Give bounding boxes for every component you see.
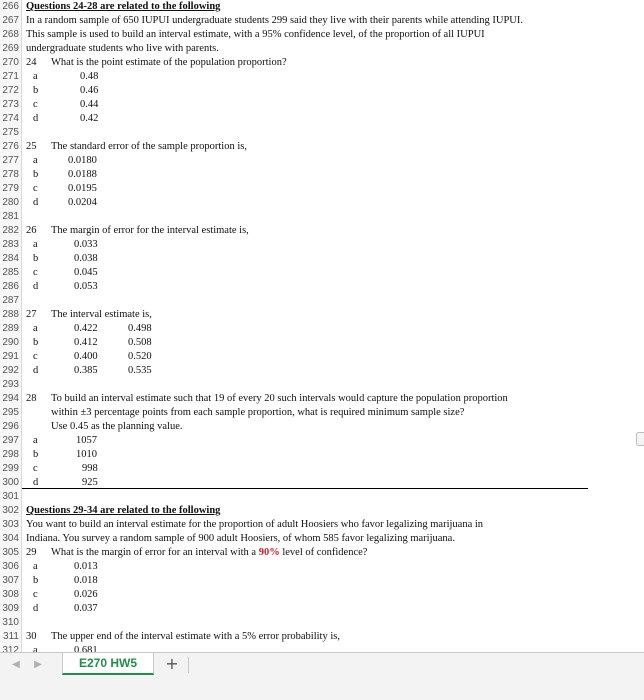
cell[interactable]: a: [33, 561, 38, 572]
row-header[interactable]: 289: [0, 322, 22, 336]
sheet-row[interactable]: [0, 266, 644, 280]
add-sheet-button[interactable]: +: [165, 654, 179, 673]
row-header[interactable]: 280: [0, 196, 22, 210]
row-header[interactable]: 298: [0, 448, 22, 462]
sheet-row[interactable]: [0, 140, 644, 154]
cell[interactable]: 0.0204: [68, 197, 97, 208]
cell[interactable]: c: [33, 99, 38, 110]
cell[interactable]: undergraduate students who live with parents.: [26, 43, 219, 54]
sheet-row[interactable]: [0, 616, 644, 630]
sheet-row[interactable]: [0, 322, 644, 336]
sheet-row[interactable]: [0, 28, 644, 42]
cell[interactable]: [51, 546, 367, 560]
sheet-row[interactable]: [0, 182, 644, 196]
sheet-row[interactable]: [0, 280, 644, 294]
row-header[interactable]: 287: [0, 294, 22, 308]
cell[interactable]: Use 0.45 as the planning value.: [51, 421, 183, 432]
sheet-row[interactable]: [0, 0, 644, 14]
prev-sheet-icon[interactable]: ◀: [12, 659, 20, 670]
sheet-row[interactable]: [0, 546, 644, 560]
cell[interactable]: 0.013: [74, 561, 98, 572]
cell[interactable]: Questions 24-28 are related to the following: [26, 1, 221, 12]
sheet-row[interactable]: [0, 602, 644, 616]
row-header[interactable]: 291: [0, 350, 22, 364]
cell[interactable]: d: [33, 197, 39, 208]
row-header[interactable]: 302: [0, 504, 22, 518]
cell[interactable]: b: [33, 449, 39, 460]
next-sheet-icon[interactable]: ▶: [34, 659, 42, 670]
cell[interactable]: 0.0195: [68, 183, 97, 194]
sheet-row[interactable]: [0, 196, 644, 210]
cell[interactable]: 0.48: [80, 71, 99, 82]
sheet-row[interactable]: [0, 112, 644, 126]
sheet-row[interactable]: [0, 490, 644, 504]
cell[interactable]: 0.0180: [68, 155, 97, 166]
cell[interactable]: 925: [82, 477, 98, 488]
cell-text-suffix: level of confidence?: [279, 547, 368, 558]
cell[interactable]: 0.508: [128, 337, 152, 348]
cell[interactable]: 0.681: [74, 645, 98, 652]
cell[interactable]: What is the point estimate of the population proportion?: [51, 57, 287, 68]
row-header[interactable]: 274: [0, 112, 22, 126]
cell[interactable]: 0.045: [74, 267, 98, 278]
sheet-row[interactable]: [0, 434, 644, 448]
cell-text: What is the margin of error for an interval with a: [51, 547, 259, 558]
cell[interactable]: 0.535: [128, 365, 152, 376]
cell[interactable]: 0.385: [74, 365, 98, 376]
cell[interactable]: 0.053: [74, 281, 98, 292]
row-header[interactable]: 299: [0, 462, 22, 476]
cell[interactable]: In a random sample of 650 IUPUI undergraduate students 299 said they live with their parents while attending IUPUI.: [26, 15, 523, 26]
sheet-row[interactable]: [0, 588, 644, 602]
sheet-row[interactable]: [0, 252, 644, 266]
cell[interactable]: 24: [26, 57, 37, 68]
cell[interactable]: 998: [82, 463, 98, 474]
cell[interactable]: This sample is used to build an interval estimate, with a 95% confidence level, of the proportion of all IUPUI: [26, 29, 485, 40]
row-header[interactable]: 279: [0, 182, 22, 196]
row-header[interactable]: 283: [0, 238, 22, 252]
cell[interactable]: d: [33, 603, 39, 614]
cell[interactable]: 27: [26, 309, 37, 320]
row-header[interactable]: 281: [0, 210, 22, 224]
cell[interactable]: a: [33, 155, 38, 166]
cell[interactable]: Questions 29-34 are related to the following: [26, 505, 221, 516]
cell[interactable]: 0.422: [74, 323, 98, 334]
cell[interactable]: c: [33, 463, 38, 474]
cell[interactable]: 0.520: [128, 351, 152, 362]
row-header[interactable]: 312: [0, 644, 22, 652]
cell[interactable]: The standard error of the sample proportion is,: [51, 141, 247, 152]
cell[interactable]: 1057: [76, 435, 97, 446]
cell[interactable]: 0.018: [74, 575, 98, 586]
row-header[interactable]: 284: [0, 252, 22, 266]
sheet-row[interactable]: [0, 84, 644, 98]
sheet-tab-bar: [0, 652, 644, 700]
row-header[interactable]: 288: [0, 308, 22, 322]
sheet-row[interactable]: [0, 378, 644, 392]
row-header[interactable]: 278: [0, 168, 22, 182]
row-header[interactable]: 286: [0, 280, 22, 294]
row-header[interactable]: 301: [0, 490, 22, 504]
sheet-row[interactable]: [0, 308, 644, 322]
row-header[interactable]: 277: [0, 154, 22, 168]
cell[interactable]: The upper end of the interval estimate with a 5% error probability is,: [51, 631, 340, 642]
sheet-row[interactable]: [0, 448, 644, 462]
sheet-row[interactable]: [0, 644, 644, 652]
cell[interactable]: b: [33, 169, 39, 180]
sheet-row[interactable]: [0, 392, 644, 406]
sheet-tab-e270-hw5[interactable]: E270 HW5: [62, 653, 154, 675]
cell[interactable]: 0.498: [128, 323, 152, 334]
row-header[interactable]: 276: [0, 140, 22, 154]
row-header[interactable]: 292: [0, 364, 22, 378]
cell[interactable]: 0.42: [80, 113, 99, 124]
cell[interactable]: 0.400: [74, 351, 98, 362]
cell[interactable]: a: [33, 435, 38, 446]
cell[interactable]: 26: [26, 225, 37, 236]
sheet-row[interactable]: [0, 168, 644, 182]
cell[interactable]: 29: [26, 547, 37, 558]
row-header[interactable]: 307: [0, 574, 22, 588]
row-header[interactable]: 295: [0, 406, 22, 420]
sheet-row[interactable]: [0, 154, 644, 168]
cell[interactable]: b: [33, 575, 39, 586]
cell[interactable]: a: [33, 239, 38, 250]
row-header[interactable]: 310: [0, 616, 22, 630]
row-header[interactable]: 285: [0, 266, 22, 280]
cell[interactable]: 1010: [76, 449, 97, 460]
row-header[interactable]: 294: [0, 392, 22, 406]
cell[interactable]: within ±3 percentage points from each sample proportion, what is required minimum sample size?: [51, 407, 465, 418]
cell[interactable]: You want to build an interval estimate for the proportion of adult Hoosiers who favor legalizing marijuana in: [26, 519, 484, 530]
row-header[interactable]: 266: [0, 0, 22, 14]
cell[interactable]: d: [33, 281, 39, 292]
sheet-row[interactable]: [0, 336, 644, 350]
row-header[interactable]: 308: [0, 588, 22, 602]
sheet-row[interactable]: [0, 126, 644, 140]
sheet-row[interactable]: [0, 98, 644, 112]
cell[interactable]: d: [33, 365, 39, 376]
row-header[interactable]: 306: [0, 560, 22, 574]
sheet-row[interactable]: [0, 560, 644, 574]
cell[interactable]: c: [33, 267, 38, 278]
sheet-row[interactable]: [0, 420, 644, 434]
cell[interactable]: The interval estimate is,: [51, 309, 152, 320]
cell[interactable]: 0.026: [74, 589, 98, 600]
sheet-row[interactable]: [0, 518, 644, 532]
row-header[interactable]: 273: [0, 98, 22, 112]
row-header[interactable]: 290: [0, 336, 22, 350]
sheet-row[interactable]: [0, 406, 644, 420]
sheet-row[interactable]: [0, 294, 644, 308]
row-header[interactable]: 282: [0, 224, 22, 238]
row-header[interactable]: 296: [0, 420, 22, 434]
row-header[interactable]: 304: [0, 532, 22, 546]
sheet-row[interactable]: [0, 630, 644, 644]
sheet-row[interactable]: [0, 14, 644, 28]
cell[interactable]: 0.038: [74, 253, 98, 264]
row-header[interactable]: 300: [0, 476, 22, 490]
row-header[interactable]: 269: [0, 42, 22, 56]
sheet-row[interactable]: [0, 210, 644, 224]
sheet-row[interactable]: [0, 532, 644, 546]
cell[interactable]: d: [33, 477, 39, 488]
sheet-row[interactable]: [0, 574, 644, 588]
cell[interactable]: a: [33, 645, 38, 652]
sheet-row[interactable]: [0, 42, 644, 56]
cell[interactable]: b: [33, 253, 39, 264]
sheet-row[interactable]: [0, 70, 644, 84]
cell[interactable]: c: [33, 183, 38, 194]
cell[interactable]: The margin of error for the interval estimate is,: [51, 225, 249, 236]
row-header[interactable]: 293: [0, 378, 22, 392]
highlight-text: 90%: [258, 547, 280, 558]
cell[interactable]: c: [33, 351, 38, 362]
cell[interactable]: 0.0188: [68, 169, 97, 180]
tab-separator: [188, 657, 189, 673]
sheet-row[interactable]: [0, 238, 644, 252]
bottom-border-line: [22, 488, 588, 489]
sheet-row[interactable]: [0, 462, 644, 476]
side-panel-handle-icon[interactable]: [636, 432, 644, 446]
cell[interactable]: a: [33, 71, 38, 82]
cell[interactable]: 0.44: [80, 99, 99, 110]
row-header[interactable]: 275: [0, 126, 22, 140]
row-header[interactable]: 270: [0, 56, 22, 70]
sheet-row[interactable]: [0, 224, 644, 238]
cell[interactable]: b: [33, 337, 39, 348]
sheet-row[interactable]: [0, 56, 644, 70]
cell[interactable]: b: [33, 85, 39, 96]
row-header[interactable]: 267: [0, 14, 22, 28]
row-header[interactable]: 303: [0, 518, 22, 532]
cell[interactable]: a: [33, 323, 38, 334]
cell[interactable]: To build an interval estimate such that 19 of every 20 such intervals would capture the population proportion: [51, 393, 508, 404]
cell[interactable]: d: [33, 113, 39, 124]
sheet-row[interactable]: [0, 350, 644, 364]
row-header[interactable]: 268: [0, 28, 22, 42]
cell[interactable]: 0.412: [74, 337, 98, 348]
cell[interactable]: 0.037: [74, 603, 98, 614]
row-header[interactable]: 311: [0, 630, 22, 644]
sheet-row[interactable]: [0, 364, 644, 378]
row-header[interactable]: 297: [0, 434, 22, 448]
row-header[interactable]: 272: [0, 84, 22, 98]
row-header[interactable]: 309: [0, 602, 22, 616]
sheet-row[interactable]: [0, 504, 644, 518]
cell[interactable]: c: [33, 589, 38, 600]
cell[interactable]: Indiana. You survey a random sample of 900 adult Hoosiers, of whom 585 favor legalizing marijuana.: [26, 533, 455, 544]
row-header[interactable]: 271: [0, 70, 22, 84]
cell[interactable]: 0.46: [80, 85, 99, 96]
cell[interactable]: 28: [26, 393, 37, 404]
row-header[interactable]: 305: [0, 546, 22, 560]
cell[interactable]: 30: [26, 631, 37, 642]
cell[interactable]: 0.033: [74, 239, 98, 250]
cell[interactable]: 25: [26, 141, 37, 152]
